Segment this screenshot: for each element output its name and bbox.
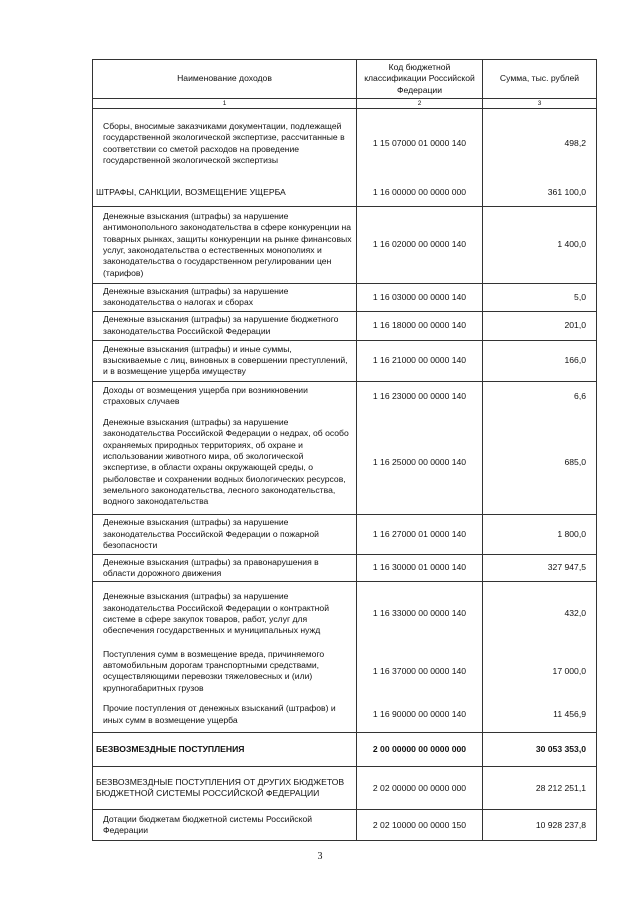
- row-name: Денежные взыскания (штрафы) за нарушение законодательства Российской Федерации о недрах, об особо охраняемых природных территориях, об охране и использовании животного мира, об экологической экспертизе, в области охраны окружающей среды, о рыболовстве и сохранении водных биологических ресурсов, земельного законодательства, лесного законодательства, водного законодательства: [93, 411, 357, 514]
- row-name: Денежные взыскания (штрафы) за нарушение антимонопольного законодательства в сфере конкуренции на товарных рынках, защиты конкуренции на рынке финансовых услуг, законодательства о естественных монополиях и законодательства о государственном регулировании цен (тарифов): [93, 207, 357, 284]
- table-row: [93, 514, 597, 554]
- row-code: 1 16 18000 00 0000 140: [357, 311, 483, 340]
- table-row: [93, 733, 597, 767]
- header-income-name: Наименование доходов: [93, 60, 357, 99]
- row-code: 2 02 00000 00 0000 000: [357, 767, 483, 810]
- column-number-2: 2: [357, 99, 483, 109]
- row-code: 1 16 03000 00 0000 140: [357, 284, 483, 312]
- row-code: 1 16 25000 00 0000 140: [357, 411, 483, 514]
- row-sum: 1 800,0: [483, 514, 597, 554]
- table-header-row: [93, 60, 597, 99]
- table-row: [93, 179, 597, 207]
- row-name: Денежные взыскания (штрафы) и иные суммы, взыскиваемые с лиц, виновных в совершении преступлений, и в возмещение ущерба имуществу: [93, 340, 357, 381]
- row-code: 1 16 23000 00 0000 140: [357, 381, 483, 411]
- row-name: Сборы, вносимые заказчиками документации, подлежащей государственной экологической экспертизе, рассчитанные в соответствии со сметой расходов на проведение государственной экологической экспертизы: [93, 109, 357, 179]
- table-row: [93, 284, 597, 312]
- row-sum: 432,0: [483, 582, 597, 646]
- row-sum: 361 100,0: [483, 179, 597, 207]
- row-code: 1 16 00000 00 0000 000: [357, 179, 483, 207]
- row-sum: 11 456,9: [483, 697, 597, 733]
- table-row: [93, 109, 597, 179]
- table-row: [93, 411, 597, 514]
- row-code: 1 16 02000 00 0000 140: [357, 207, 483, 284]
- row-sum: 17 000,0: [483, 646, 597, 697]
- row-name: Денежные взыскания (штрафы) за нарушение законодательства Российской Федерации о контрактной системе в сфере закупок товаров, работ, услуг для обеспечения государственных и муниципальных нужд: [93, 582, 357, 646]
- row-name: Дотации бюджетам бюджетной системы Российской Федерации: [93, 810, 357, 841]
- row-code: 1 16 21000 00 0000 140: [357, 340, 483, 381]
- table-row: [93, 810, 597, 841]
- row-name: Доходы от возмещения ущерба при возникновении страховых случаев: [93, 381, 357, 411]
- column-number-row: [93, 99, 597, 109]
- column-number-1: 1: [93, 99, 357, 109]
- table-row: [93, 381, 597, 411]
- row-code: 1 16 33000 00 0000 140: [357, 582, 483, 646]
- row-code: 1 16 90000 00 0000 140: [357, 697, 483, 733]
- page-number: 3: [317, 851, 323, 862]
- table-row: [93, 554, 597, 582]
- row-sum: 685,0: [483, 411, 597, 514]
- table-row: [93, 340, 597, 381]
- row-name: БЕЗВОЗМЕЗДНЫЕ ПОСТУПЛЕНИЯ ОТ ДРУГИХ БЮДЖЕТОВ БЮДЖЕТНОЙ СИСТЕМЫ РОССИЙСКОЙ ФЕДЕРАЦИИ: [93, 767, 357, 810]
- row-sum: 498,2: [483, 109, 597, 179]
- revenue-table: [92, 59, 597, 841]
- row-name: ШТРАФЫ, САНКЦИИ, ВОЗМЕЩЕНИЕ УЩЕРБА: [93, 179, 357, 207]
- header-amount: Сумма, тыс. рублей: [483, 60, 597, 99]
- table-row: [93, 207, 597, 284]
- table-row: [93, 646, 597, 697]
- row-name: Поступления сумм в возмещение вреда, причиняемого автомобильным дорогам транспортными средствами, осуществляющими перевозки тяжеловесных и (или) крупногабаритных грузов: [93, 646, 357, 697]
- row-code: 1 15 07000 01 0000 140: [357, 109, 483, 179]
- row-sum: 28 212 251,1: [483, 767, 597, 810]
- row-name: Денежные взыскания (штрафы) за правонарушения в области дорожного движения: [93, 554, 357, 582]
- row-sum: 201,0: [483, 311, 597, 340]
- row-name: БЕЗВОЗМЕЗДНЫЕ ПОСТУПЛЕНИЯ: [93, 733, 357, 767]
- row-code: 1 16 37000 00 0000 140: [357, 646, 483, 697]
- row-name: Денежные взыскания (штрафы) за нарушение законодательства о налогах и сборах: [93, 284, 357, 312]
- table-row: [93, 767, 597, 810]
- row-sum: 30 053 353,0: [483, 733, 597, 767]
- row-code: 1 16 27000 01 0000 140: [357, 514, 483, 554]
- column-number-3: 3: [483, 99, 597, 109]
- row-sum: 327 947,5: [483, 554, 597, 582]
- table-row: [93, 582, 597, 646]
- row-sum: 10 928 237,8: [483, 810, 597, 841]
- row-sum: 5,0: [483, 284, 597, 312]
- row-code: 1 16 30000 01 0000 140: [357, 554, 483, 582]
- row-sum: 166,0: [483, 340, 597, 381]
- row-sum: 6,6: [483, 381, 597, 411]
- row-name: Денежные взыскания (штрафы) за нарушение законодательства Российской Федерации о пожарной безопасности: [93, 514, 357, 554]
- header-budget-code: Код бюджетной классификации Российской Федерации: [357, 60, 483, 99]
- row-sum: 1 400,0: [483, 207, 597, 284]
- row-code: 2 02 10000 00 0000 150: [357, 810, 483, 841]
- table-row: [93, 697, 597, 733]
- table-row: [93, 311, 597, 340]
- row-name: Прочие поступления от денежных взысканий (штрафов) и иных сумм в возмещение ущерба: [93, 697, 357, 733]
- row-name: Денежные взыскания (штрафы) за нарушение бюджетного законодательства Российской Федерации: [93, 311, 357, 340]
- row-code: 2 00 00000 00 0000 000: [357, 733, 483, 767]
